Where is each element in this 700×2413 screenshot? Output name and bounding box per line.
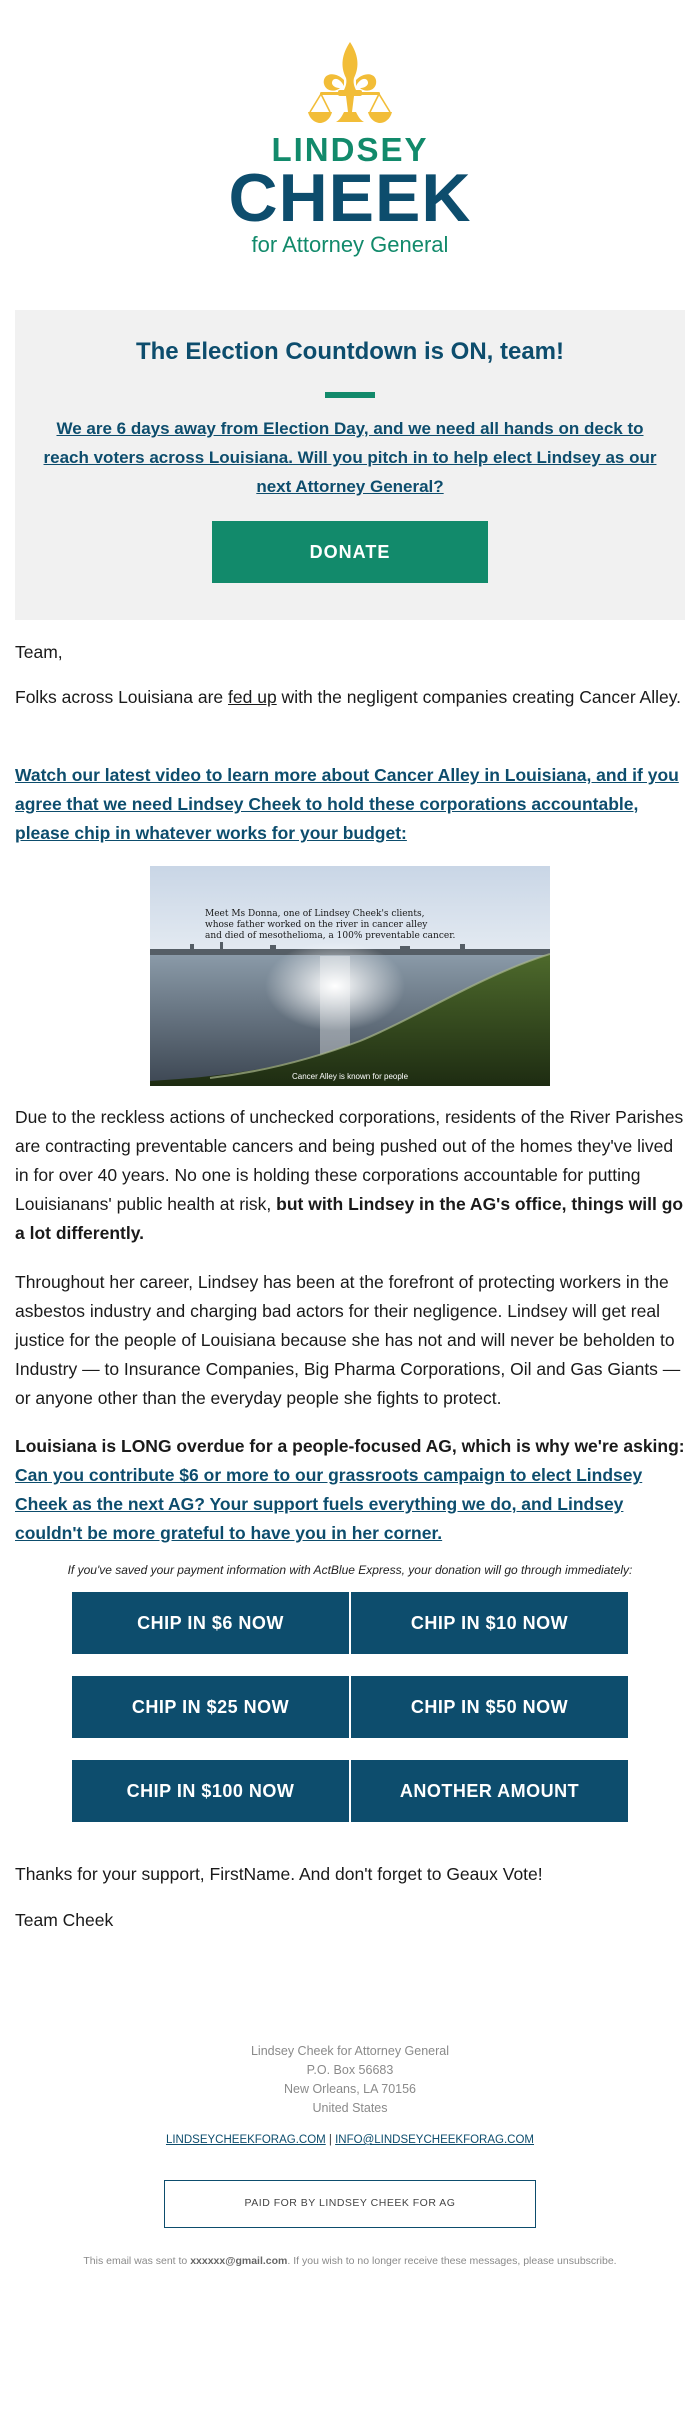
- countdown-title: The Election Countdown is ON, team!: [135, 338, 564, 365]
- paragraph-fed-up-start: Folks across Louisiana are: [15, 687, 229, 707]
- chip-in-25-button[interactable]: CHIP IN $25 NOW: [72, 1676, 349, 1738]
- recipient-email: xxxxxx@gmail.com: [190, 2255, 288, 2267]
- fine-print-start: This email was sent to: [83, 2255, 191, 2267]
- website-link[interactable]: LINDSEYCHEEKFORAG.COM: [165, 2134, 326, 2146]
- chip-in-50-button[interactable]: CHIP IN $50 NOW: [351, 1676, 628, 1738]
- paragraph-reckless-bold: but with Lindsey in the AG's office, things will go a lot differently.: [15, 1194, 684, 1243]
- email-link[interactable]: INFO@LINDSEYCHEEKFORAG.COM: [335, 2134, 535, 2146]
- video-thumbnail[interactable]: [150, 866, 550, 1086]
- paragraph-career: Throughout her career, Lindsey has been at the forefront of protecting workers in the asbestos industry and charging bad actors for their negligence. Lindsey will get real justice for the people of Louisiana because she has not and will never be beholden to Industry — to Insurance Companies, Big Pharma Corporations, Oil and Gas Giants — or anyone other than the everyday people she fights to protect.: [15, 1272, 681, 1408]
- signoff: Team Cheek: [15, 1910, 114, 1930]
- actblue-note: If you've saved your payment information with ActBlue Express, your donation will go through immediately:: [67, 1563, 633, 1577]
- fleur-de-lis-scales-icon: [300, 40, 400, 132]
- another-amount-button[interactable]: ANOTHER AMOUNT: [351, 1760, 628, 1822]
- contribute-link[interactable]: Can you contribute $6 or more to our grassroots campaign to elect Lindsey Cheek as the next AG? Your support fuels everything we do, and Lindsey couldn't be more grateful to have you in her corner.: [15, 1465, 643, 1543]
- chip-in-6-button[interactable]: CHIP IN $6 NOW: [72, 1592, 349, 1654]
- paid-for-disclaimer: PAID FOR BY LINDSEY CHEEK FOR AG: [164, 2180, 536, 2228]
- countdown-lead-link[interactable]: We are 6 days away from Election Day, and we need all hands on deck to reach voters across Louisiana. Will you pitch in to help elect Lindsey as our next Attorney General?: [43, 419, 657, 496]
- unsubscribe-notice: [0, 2255, 700, 2267]
- title-divider: [325, 392, 375, 398]
- footer-org: Lindsey Cheek for Attorney General: [250, 2044, 450, 2058]
- chip-in-100-button[interactable]: CHIP IN $100 NOW: [72, 1760, 349, 1822]
- paragraph-fed-up: [15, 683, 685, 712]
- paragraph-reckless-text: Due to the reckless actions of unchecked corporations, residents of the River Parishes are contracting preventable cancers and being pushed out of the homes they've lived in for over 40 years. No one is holding these corporations accountable for putting Louisianans' public health at risk,: [15, 1107, 684, 1214]
- video-paragraph: [15, 761, 685, 848]
- chip-in-10-button[interactable]: CHIP IN $10 NOW: [351, 1592, 628, 1654]
- paragraph-ask-bold: Louisiana is LONG overdue for a people-focused AG, which is why we're asking:: [15, 1436, 685, 1456]
- footer-po-box: P.O. Box 56683: [306, 2063, 394, 2077]
- footer-link-separator: |: [325, 2134, 336, 2146]
- thanks-line: Thanks for your support, FirstName. And don't forget to Geaux Vote!: [15, 1864, 543, 1884]
- video-link[interactable]: Watch our latest video to learn more about Cancer Alley in Louisiana, and if you agree that we need Lindsey Cheek to hold these corporations accountable, please chip in whatever works for your budget:: [15, 765, 679, 843]
- fed-up-phrase: fed up: [228, 687, 277, 707]
- video-overlay-line-1: Meet Ms Donna, one of Lindsey Cheek's clients,: [205, 909, 425, 919]
- logo-subtitle: for Attorney General: [251, 232, 449, 257]
- video-overlay-line-3: and died of mesothelioma, a 100% preventable cancer.: [205, 931, 456, 941]
- countdown-panel: [15, 310, 685, 620]
- logo-last-name: CHEEK: [228, 160, 472, 236]
- greeting: Team,: [15, 642, 63, 662]
- paragraph-ask: [15, 1432, 685, 1548]
- footer-links: [0, 2134, 700, 2146]
- paragraph-reckless: [15, 1103, 685, 1248]
- footer-country: United States: [312, 2101, 388, 2115]
- fine-print-end: . If you wish to no longer receive these messages, please unsubscribe.: [287, 2255, 617, 2267]
- paragraph-fed-up-end: with the negligent companies creating Cancer Alley.: [276, 687, 682, 707]
- footer-city: New Orleans, LA 70156: [283, 2082, 417, 2096]
- video-overlay-line-2: whose father worked on the river in cancer alley: [205, 920, 428, 930]
- footer-address: [0, 2042, 700, 2118]
- video-caption: Cancer Alley is known for people: [291, 1072, 409, 1081]
- logo-first-name: LINDSEY: [271, 131, 429, 168]
- campaign-logo: [0, 40, 700, 280]
- donate-button[interactable]: DONATE: [212, 521, 488, 583]
